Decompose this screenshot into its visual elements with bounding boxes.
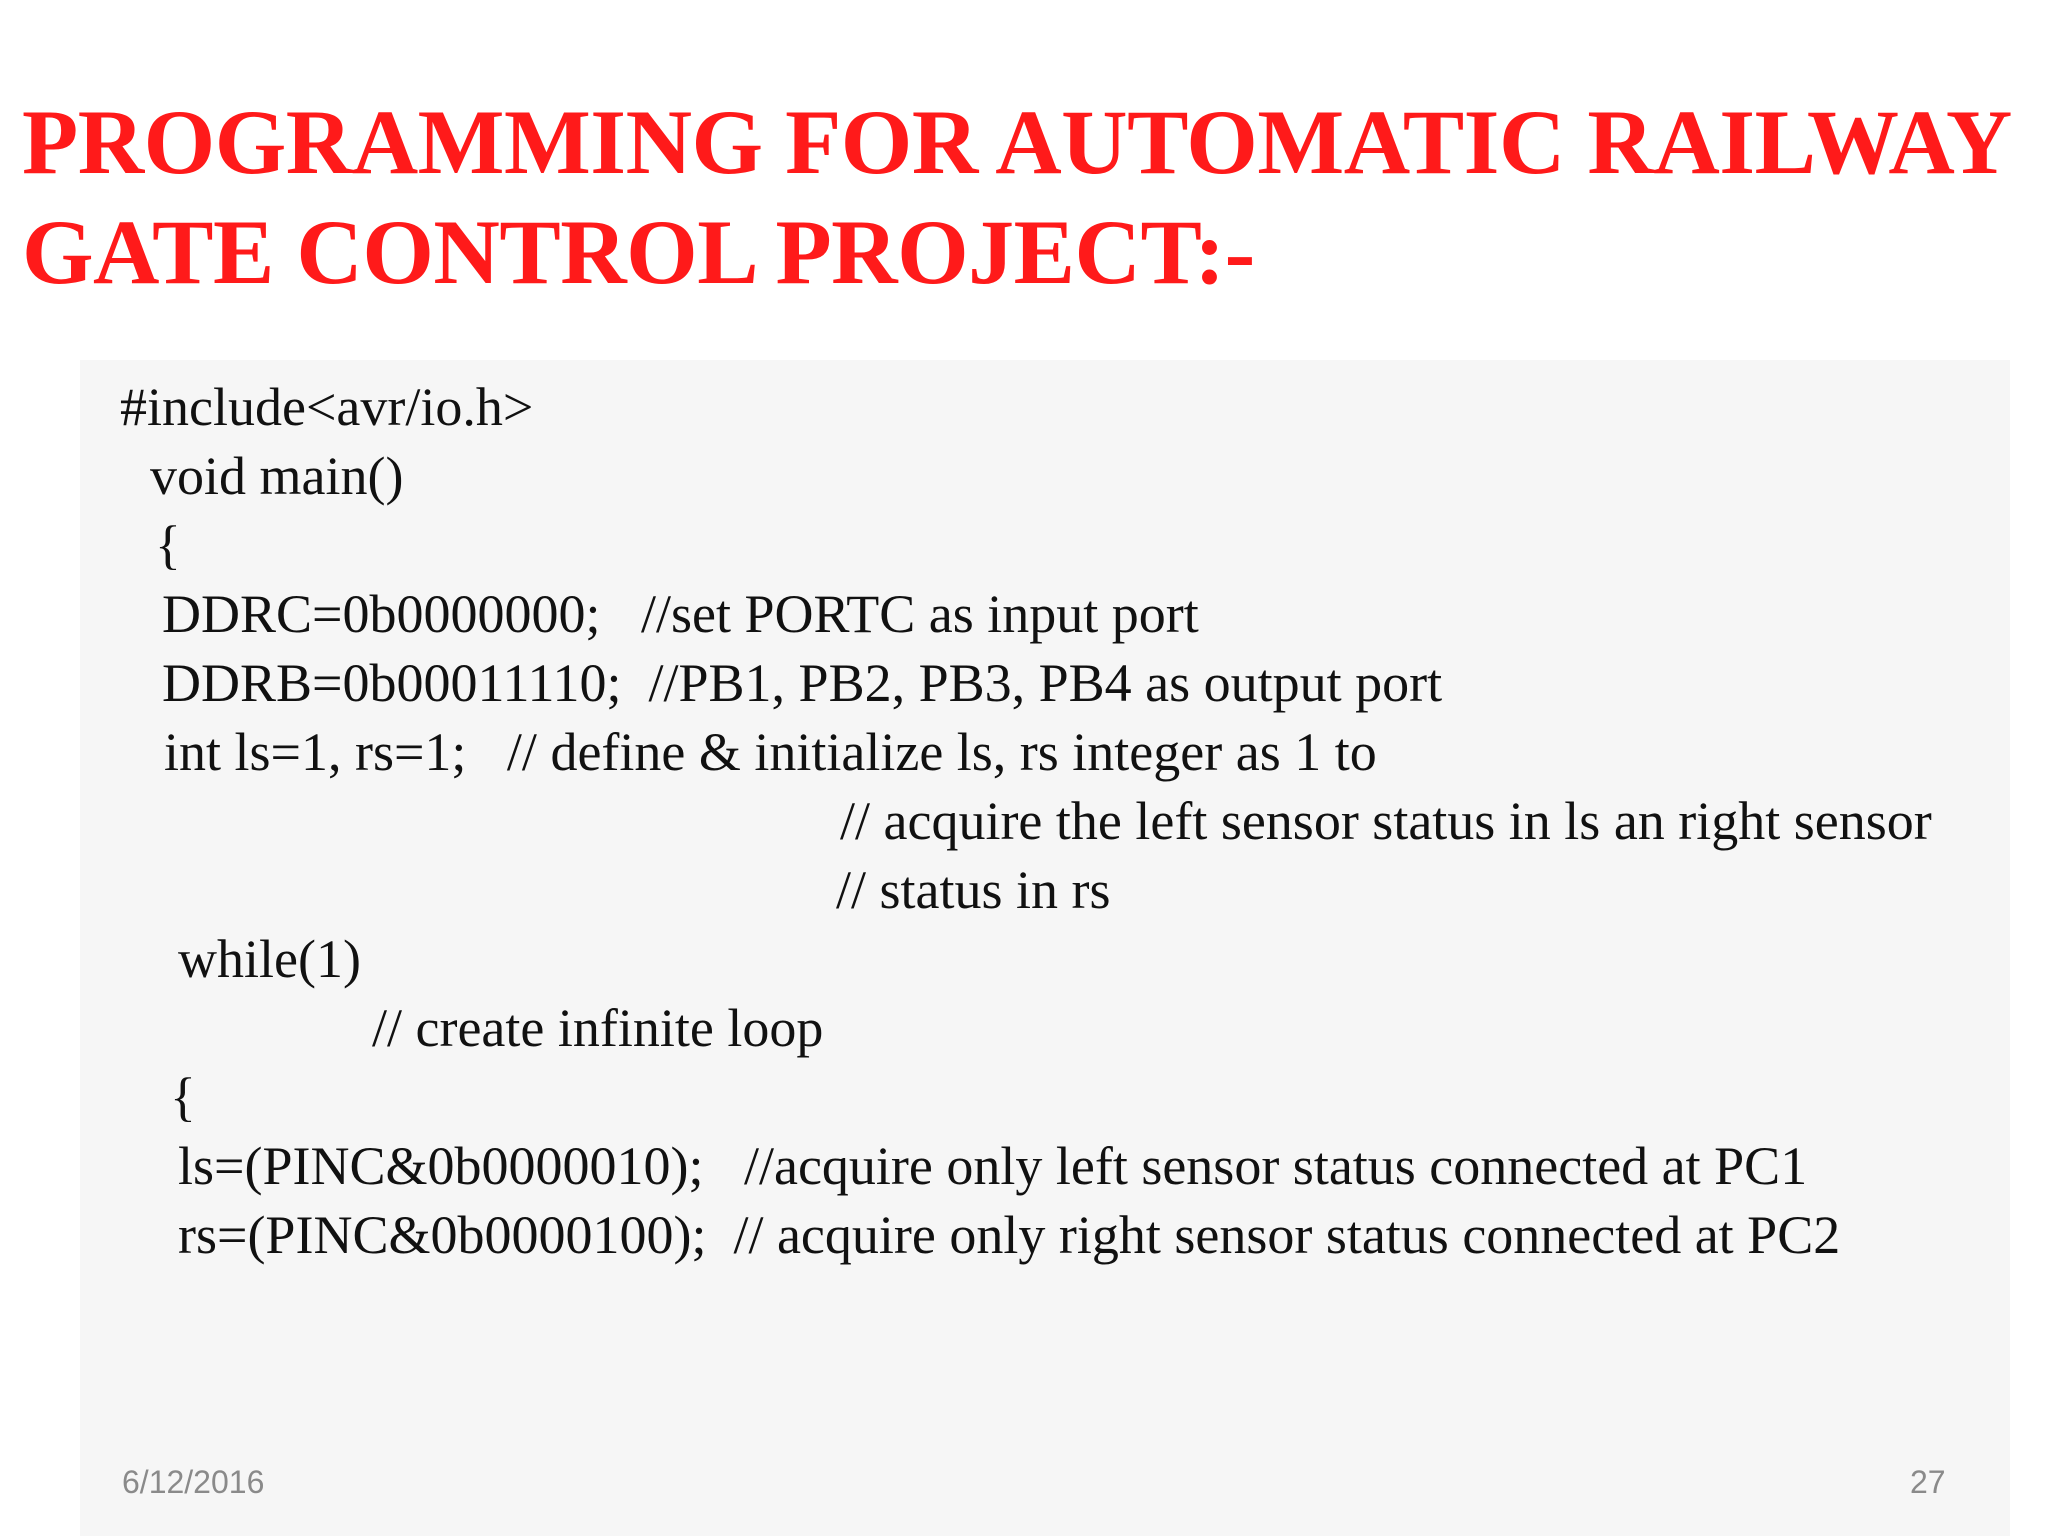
code-line-comment-acquire: // acquire the left sensor status in ls an right sensor [840, 791, 1932, 851]
slide-title-line-1: PROGRAMMING FOR AUTOMATIC RAILWAY [22, 91, 2012, 193]
code-line-main: void main() [150, 446, 404, 506]
footer-date: 6/12/2016 [122, 1464, 265, 1500]
code-line-comment-loop: // create infinite loop [372, 998, 824, 1058]
code-line-rs-assign: rs=(PINC&0b0000100); // acquire only right sensor status connected at PC2 [178, 1205, 1841, 1265]
code-line-ddrb: DDRB=0b00011110; //PB1, PB2, PB3, PB4 as output port [162, 653, 1443, 713]
code-line-comment-status: // status in rs [836, 860, 1111, 920]
code-line-while: while(1) [178, 929, 361, 989]
code-line-open-brace: { [155, 515, 181, 575]
code-line-include: #include<avr/io.h> [120, 377, 534, 437]
code-line-int-declaration: int ls=1, rs=1; // define & initialize ls, rs integer as 1 to [164, 722, 1377, 782]
content-panel [80, 360, 2010, 1536]
footer-page-number: 27 [1910, 1464, 1946, 1500]
code-line-loop-brace: { [170, 1067, 196, 1127]
code-line-ddrc: DDRC=0b0000000; //set PORTC as input port [162, 584, 1199, 644]
code-line-ls-assign: ls=(PINC&0b0000010); //acquire only left sensor status connected at PC1 [178, 1136, 1808, 1196]
slide-title-line-2: GATE CONTROL PROJECT:- [22, 201, 1255, 303]
